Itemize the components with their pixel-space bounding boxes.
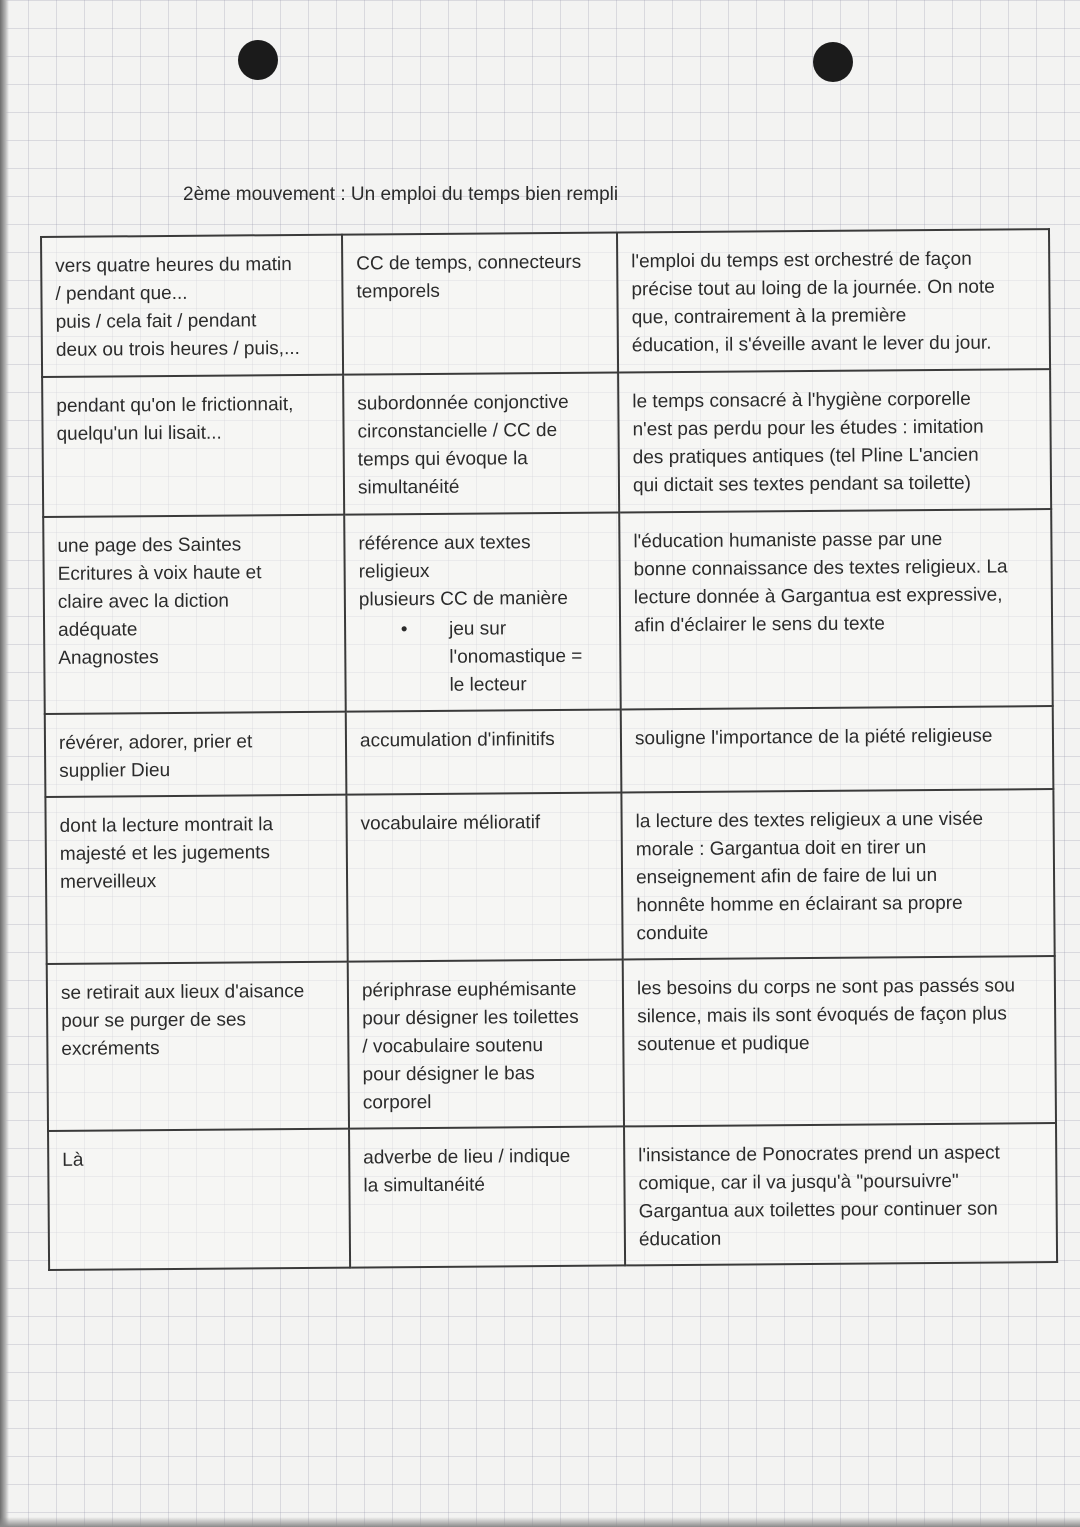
cell-line: deux ou trois heures / puis,... <box>55 337 300 361</box>
cell-line: la lecture des textes religieux a une visée <box>635 808 984 833</box>
cell-line: lecture donnée à Gargantua est expressive, <box>633 584 1003 609</box>
paper-left-edge <box>0 0 9 1527</box>
paper-bottom-edge <box>0 1517 1080 1527</box>
procede-cell <box>343 372 619 514</box>
cell-line: l'éducation humaniste passe par une <box>633 528 943 553</box>
cell-line: majesté et les jugements <box>59 842 271 865</box>
cell-line: puis / cela fait / pendant <box>55 310 257 333</box>
quote-cell <box>43 515 346 714</box>
procede-cell <box>349 1126 625 1267</box>
cell-line: adverbe de lieu / indique <box>363 1145 571 1169</box>
cell-line: claire avec la diction <box>57 590 230 613</box>
cell-line: subordonnée conjonctive <box>357 391 569 415</box>
cell-line: soutenue et pudique <box>637 1032 810 1056</box>
cell-line: conduite <box>636 922 709 945</box>
cell-line: se retirait aux lieux d'aisance <box>60 980 305 1004</box>
bullet-item <box>359 615 608 701</box>
analysis-table <box>40 228 1058 1271</box>
cell-line: temporels <box>356 280 440 303</box>
cell-line: adéquate <box>58 619 138 641</box>
cell-line: vocabulaire mélioratif <box>360 812 541 835</box>
cell-line: circonstancielle / CC de <box>357 419 558 443</box>
table-row <box>47 956 1056 1131</box>
cell-line: la simultanéité <box>363 1174 486 1197</box>
cell-line: vers quatre heures du matin <box>55 254 292 277</box>
punch-hole-right <box>813 42 853 82</box>
quote-cell <box>45 795 347 964</box>
cell-line: référence aux textes <box>358 532 531 555</box>
procede-cell <box>348 959 624 1128</box>
quote-cell <box>45 712 347 797</box>
punch-hole-left <box>238 40 278 80</box>
table-row <box>42 369 1051 517</box>
cell-line: l'insistance de Ponocrates prend un aspect <box>638 1142 1001 1167</box>
procede-cell <box>342 232 618 374</box>
cell-line: éducation, il s'éveille avant le lever du jour. <box>631 332 992 357</box>
table-row <box>45 789 1054 964</box>
cell-line: merveilleux <box>59 871 157 893</box>
interpretation-cell <box>624 1123 1057 1265</box>
procede-cell <box>344 512 621 711</box>
cell-line: corporel <box>362 1091 432 1114</box>
cell-line: honnête homme en éclairant sa propre <box>636 892 963 917</box>
cell-line: afin d'éclairer le sens du texte <box>633 613 885 637</box>
table-row <box>48 1123 1057 1270</box>
cell-line: une page des Saintes <box>57 534 242 557</box>
cell-line: l'onomastique = <box>449 645 583 668</box>
table-row <box>43 509 1053 714</box>
cell-line: les besoins du corps ne sont pas passés sou <box>636 975 1016 1000</box>
table-row <box>41 229 1050 377</box>
interpretation-cell <box>621 789 1054 959</box>
cell-line: quelqu'un lui lisait... <box>56 422 222 445</box>
bullet-text <box>449 615 608 700</box>
cell-line: silence, mais ils sont évoqués de façon plus <box>637 1003 1007 1028</box>
table-row <box>45 706 1054 797</box>
cell-line: comique, car il va jusqu'à "poursuivre" <box>638 1170 959 1195</box>
cell-line: révérer, adorer, prier et <box>58 731 253 754</box>
interpretation-cell <box>619 509 1053 709</box>
cell-line: religieux <box>358 560 430 583</box>
cell-line: morale : Gargantua doit en tirer un <box>635 837 927 861</box>
cell-line: le temps consacré à l'hygiène corporelle <box>632 388 971 413</box>
cell-line: dont la lecture montrait la <box>59 814 274 837</box>
interpretation-cell <box>623 956 1056 1126</box>
quote-cell <box>42 375 344 517</box>
quote-cell <box>41 235 343 377</box>
cell-line: éducation <box>638 1228 722 1251</box>
bullet-icon: • <box>400 619 408 641</box>
cell-line: Gargantua aux toilettes pour continuer son <box>638 1198 998 1223</box>
procede-cell <box>346 792 622 961</box>
cell-line: temps qui évoque la <box>357 448 528 471</box>
cell-line: simultanéité <box>357 476 460 499</box>
cell-line: / pendant que... <box>55 282 188 305</box>
interpretation-cell <box>618 369 1051 512</box>
cell-line: le lecteur <box>449 674 527 696</box>
cell-line: pour désigner les toilettes <box>362 1006 579 1030</box>
cell-line: / vocabulaire soutenu <box>362 1035 544 1058</box>
cell-line: pour désigner le bas <box>362 1063 535 1086</box>
cell-line: Ecritures à voix haute et <box>57 562 262 585</box>
procede-cell <box>346 709 622 794</box>
interpretation-cell <box>621 706 1054 792</box>
cell-line: n'est pas perdu pour les études : imitation <box>632 416 984 441</box>
cell-line: l'emploi du temps est orchestré de façon <box>631 248 972 273</box>
cell-line: que, contrairement à la première <box>631 305 907 329</box>
cell-line: bonne connaissance des textes religieux. La <box>633 556 1008 581</box>
cell-line: Anagnostes <box>58 647 159 669</box>
cell-line: des pratiques antiques (tel Pline L'ancien <box>632 444 979 469</box>
interpretation-cell <box>617 229 1050 372</box>
cell-line: pour se purger de ses <box>61 1009 247 1032</box>
cell-line: accumulation d'infinitifs <box>359 728 555 752</box>
cell-line: souligne l'importance de la piété religieuse <box>634 725 993 750</box>
cell-line: périphrase euphémisante <box>361 978 577 1002</box>
cell-line: supplier Dieu <box>59 759 171 782</box>
cell-line: précise tout au loing de la journée. On note <box>631 276 995 301</box>
cell-line: jeu sur <box>449 618 507 640</box>
cell-line: enseignement afin de faire de lui un <box>635 864 938 889</box>
cell-line: plusieurs CC de manière <box>358 587 569 611</box>
cell-line: CC de temps, connecteurs <box>356 251 582 275</box>
cell-line: excréments <box>61 1038 160 1060</box>
cell-line: pendant qu'on le frictionnait, <box>56 394 294 417</box>
cell-line: qui dictait ses textes pendant sa toilette) <box>632 472 972 497</box>
quote-cell <box>48 1129 350 1270</box>
cell-line: Là <box>62 1149 84 1171</box>
page-title: 2ème mouvement : Un emploi du temps bien rempli <box>183 184 619 205</box>
quote-cell <box>47 962 349 1131</box>
